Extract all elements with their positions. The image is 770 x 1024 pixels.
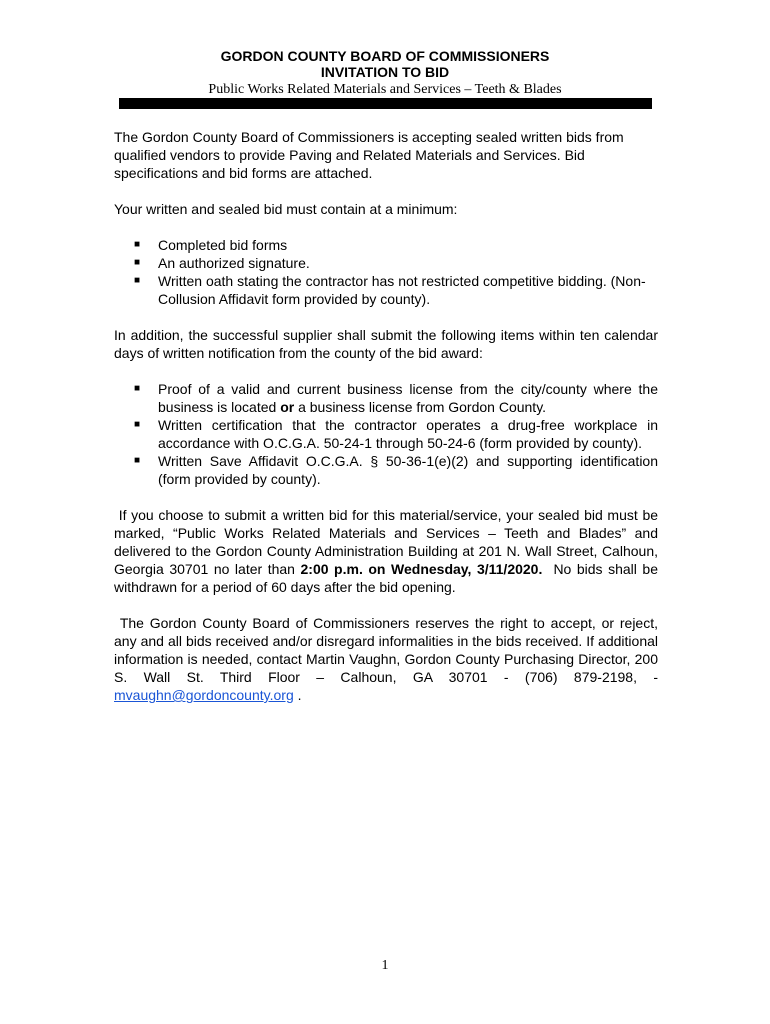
list-item: ■ Written oath stating the contractor has not restricted competitive bidding. (Non-Collusion Affidavit form provided by county). [134,273,646,307]
header-rule [119,98,652,109]
bullet-icon: ■ [134,275,141,286]
bullet-icon: ■ [134,419,141,430]
list-item: ■ Written certification that the contractor operates a drug-free workplace in accordance with O.C.G.A. 50-24-1 through 50-24-6 (form provided by county). [134,417,658,451]
bullet-icon: ■ [134,257,141,268]
list-item: ■ Written Save Affidavit O.C.G.A. § 50-36-1(e)(2) and supporting identification (form provided by county). [134,453,658,487]
page-number: 1 [381,958,389,973]
deadline: 2:00 p.m. on Wednesday, 3/11/2020. [300,561,543,577]
list-item: ■ An authorized signature. [134,255,310,271]
minimum-list [114,236,658,308]
bullet-icon: ■ [134,239,141,250]
list-item: ■ Completed bid forms [134,237,288,253]
bullet-icon: ■ [134,383,141,394]
intro-paragraph: The Gordon County Board of Commissioners is accepting sealed written bids from qualified vendors to provide Paving and Related Materials and Services. Bid specifications and bid forms are attached. [114,129,624,181]
list-item: ■ Proof of a valid and current business license from the city/county where the business is located or a business license from Gordon County. [134,381,658,415]
reserve-paragraph: The Gordon County Board of Commissioners reserves the right to accept, or reject, any and all bids received and/or disregard informalities in the bids received. If additional information is needed, contact Martin Vaughn, Gordon County Purchasing Director, 200 S. Wall St. Third Floor – Calhoun, GA 30701 - (706) 879-2198, - mvaughn@gordoncounty.org . [114,615,658,703]
document-header [0,48,770,98]
submission-paragraph: If you choose to submit a written bid for this material/service, your sealed bid must be marked, “Public Works Related Materials and Services – Teeth and Blades” and delivered to the Gordon County Administration Building at 201 N. Wall Street, Calhoun, Georgia 30701 no later than 2:00 p.m. on Wednesday, 3/11/2020. No bids shall be withdrawn for a period of 60 days after the bid opening. [114,507,659,595]
document-body [114,128,658,704]
bullet-icon: ■ [134,455,141,466]
doc-type-title: INVITATION TO BID [320,64,450,80]
contact-email-link[interactable]: mvaughn@gordoncounty.org [114,687,294,703]
subject-line: Public Works Related Materials and Services – Teeth & Blades [208,82,562,97]
addition-list [114,380,658,488]
minimum-heading: Your written and sealed bid must contain at a minimum: [114,201,458,217]
org-title: GORDON COUNTY BOARD OF COMMISSIONERS [220,48,550,64]
addition-paragraph: In addition, the successful supplier shall submit the following items within ten calendar days of written notification from the county of the bid award: [114,327,658,361]
